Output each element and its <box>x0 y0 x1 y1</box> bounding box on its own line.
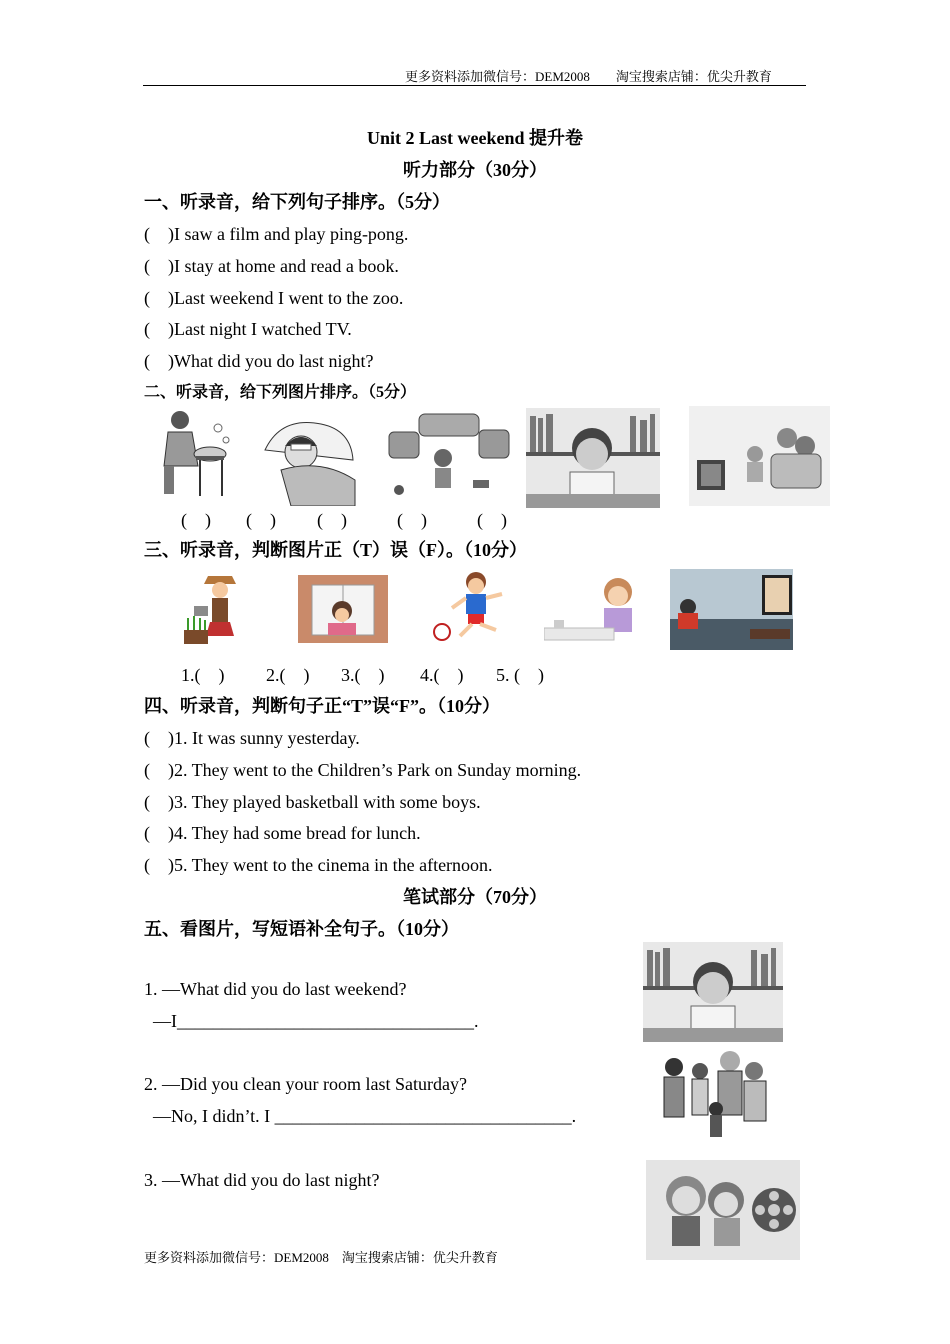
section2-blank: ( ) <box>477 510 507 530</box>
picture-q3-film-watching <box>646 1160 800 1260</box>
page-title: Unit 2 Last weekend 提升卷 <box>366 128 583 148</box>
picture-boy-reading-book <box>526 408 660 508</box>
section5-heading: 五、看图片，写短语补全句子。（10分） <box>144 919 459 939</box>
section3-blank: 2.( ) <box>266 665 310 685</box>
section2-blank: ( ) <box>181 510 211 530</box>
section4-item: ( )3. They played basketball with some boys. <box>144 792 481 812</box>
section2-blank: ( ) <box>397 510 427 530</box>
section3-blank: 1.( ) <box>181 665 225 685</box>
picture-boy-playing-football <box>430 568 514 650</box>
section2-blank: ( ) <box>317 510 347 530</box>
picture-q2-family-visit <box>650 1045 776 1145</box>
section4-item: ( )1. It was sunny yesterday. <box>144 728 360 748</box>
section4-item: ( )2. They went to the Children’s Park on Sunday morning. <box>144 760 582 780</box>
picture-woman-washing-clothes <box>150 406 232 502</box>
q1-answer-line: —I_________________________________. <box>153 1011 479 1031</box>
section1-item: ( )I stay at home and read a book. <box>144 256 399 276</box>
q1-question: 1. —What did you do last weekend? <box>144 979 407 999</box>
writing-heading: 笔试部分（70分） <box>403 887 547 907</box>
picture-girl-at-window <box>298 575 388 643</box>
section2-blank: ( ) <box>246 510 276 530</box>
picture-q1-boy-reading <box>643 942 783 1042</box>
section1-item: ( )I saw a film and play ping-pong. <box>144 224 409 244</box>
picture-girl-washing-clothes <box>544 572 648 648</box>
listening-heading: 听力部分（30分） <box>403 160 547 180</box>
page-footer: 更多资料添加微信号：DEM2008 淘宝搜索店铺：优尖升教育 <box>144 1250 498 1265</box>
section3-blank: 3.( ) <box>341 665 385 685</box>
section1-item: ( )Last night I watched TV. <box>144 319 352 339</box>
section3-heading: 三、听录音，判断图片正（T）误（F）。（10分） <box>144 540 527 560</box>
section1-item: ( )Last weekend I went to the zoo. <box>144 288 404 308</box>
section3-blank: 4.( ) <box>420 665 464 685</box>
picture-girl-in-messy-room <box>383 410 515 502</box>
section1-heading: 一、听录音，给下列句子排序。（5分） <box>144 192 450 212</box>
page-header: 更多资料添加微信号：DEM2008 淘宝搜索店铺：优尖升教育 <box>405 69 772 84</box>
section1-item: ( )What did you do last night? <box>144 351 374 371</box>
picture-girl-watering-plants <box>180 570 242 648</box>
q2-question: 2. —Did you clean your room last Saturday? <box>144 1074 467 1094</box>
section3-blank: 5. ( ) <box>496 665 544 685</box>
section4-item: ( )5. They went to the cinema in the afternoon. <box>144 855 493 875</box>
picture-family-watching-tv <box>689 406 830 506</box>
header-divider <box>143 85 806 86</box>
q2-answer-line: —No, I didn’t. I _________________________________. <box>153 1106 577 1126</box>
section4-item: ( )4. They had some bread for lunch. <box>144 823 421 843</box>
picture-sick-girl-in-bed <box>261 410 357 506</box>
picture-boy-watching-tv <box>670 569 793 650</box>
section2-heading: 二、听录音，给下列图片排序。（5分） <box>144 384 417 401</box>
section4-heading: 四、听录音，判断句子正“T”误“F”。（10分） <box>144 696 500 716</box>
q3-question: 3. —What did you do last night? <box>144 1170 380 1190</box>
